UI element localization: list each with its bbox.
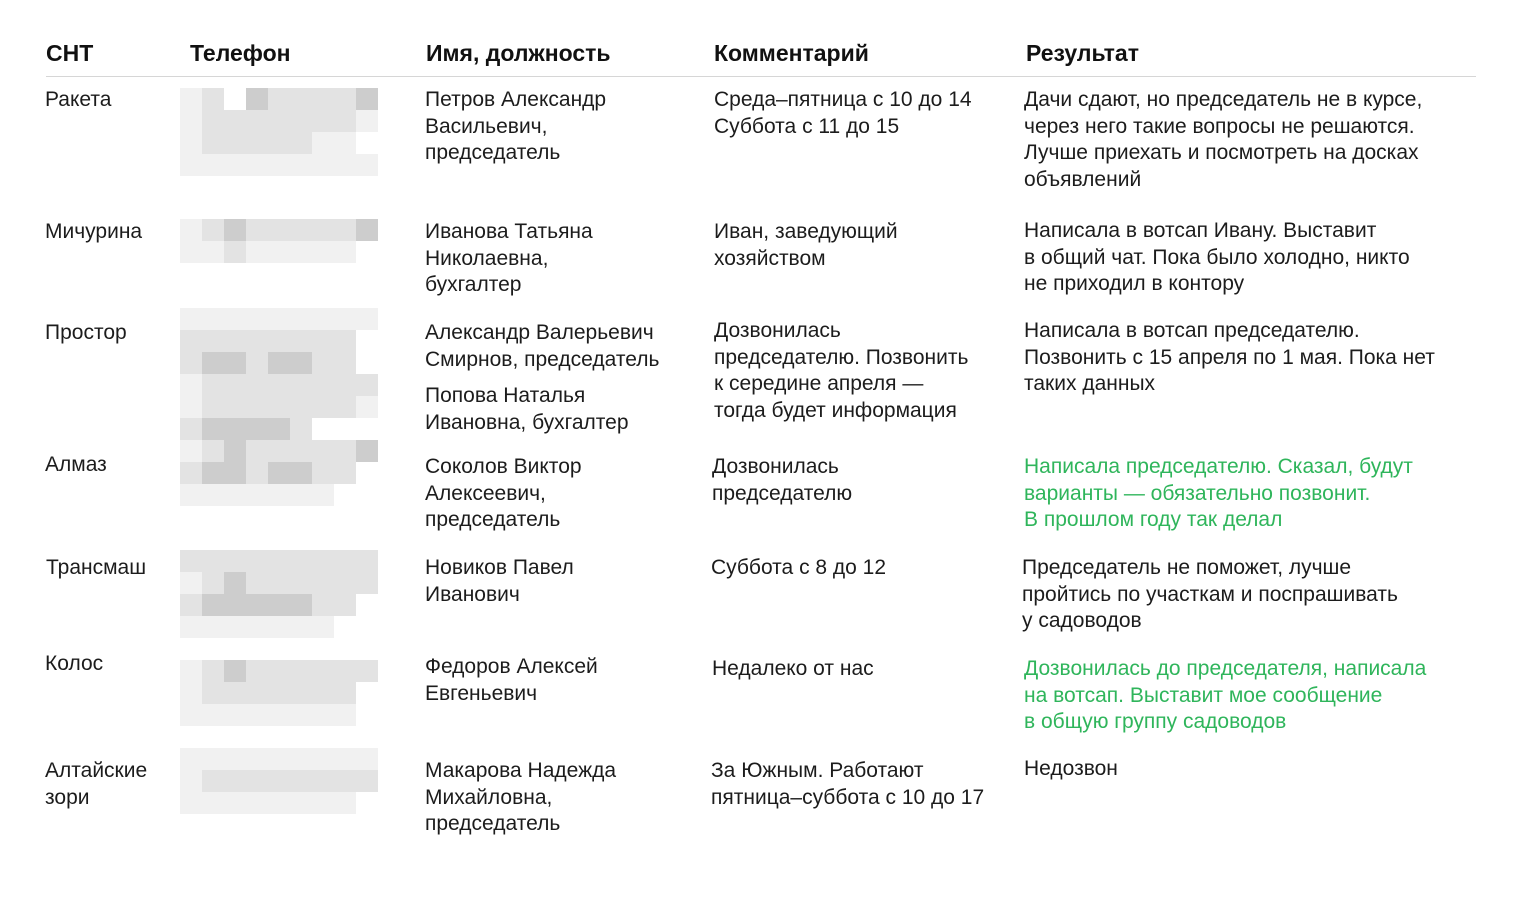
blur-pixel xyxy=(224,330,246,352)
blur-pixel xyxy=(312,308,334,330)
blur-pixel xyxy=(246,154,268,176)
blur-pixel xyxy=(224,792,246,814)
blur-pixel xyxy=(312,132,334,154)
cell-comment: Иван, заведующий хозяйством xyxy=(714,220,898,270)
blur-pixel xyxy=(290,330,312,352)
blur-pixel xyxy=(268,462,290,484)
blur-pixel xyxy=(312,660,334,682)
blur-pixel xyxy=(356,440,378,462)
blur-pixel xyxy=(246,792,268,814)
cell-comment: Дозвонилась председателю xyxy=(712,455,853,505)
cell-comment: Среда–пятница с 10 до 14 Суббота с 11 до 15 xyxy=(714,88,972,138)
blur-pixel xyxy=(202,572,224,594)
blur-pixel xyxy=(312,330,334,352)
blur-pixel xyxy=(268,352,290,374)
blur-pixel xyxy=(180,792,202,814)
blur-pixel xyxy=(180,682,202,704)
blur-pixel xyxy=(356,748,378,770)
phone-blurred xyxy=(180,550,378,638)
blur-pixel xyxy=(356,241,378,263)
blur-pixel xyxy=(356,330,378,352)
blur-pixel xyxy=(334,704,356,726)
blur-pixel xyxy=(290,660,312,682)
blur-pixel xyxy=(224,660,246,682)
blur-pixel xyxy=(202,241,224,263)
blur-pixel xyxy=(202,792,224,814)
blur-pixel xyxy=(268,132,290,154)
blur-pixel xyxy=(180,616,202,638)
blur-pixel xyxy=(334,594,356,616)
blur-pixel xyxy=(356,88,378,110)
cell-name: Иванова Татьяна Николаевна, бухгалтер xyxy=(425,220,593,297)
blur-pixel xyxy=(268,682,290,704)
blur-pixel xyxy=(334,770,356,792)
blur-pixel xyxy=(268,594,290,616)
blur-pixel xyxy=(224,241,246,263)
blur-pixel xyxy=(290,616,312,638)
blur-pixel xyxy=(224,154,246,176)
blur-pixel xyxy=(268,241,290,263)
blur-pixel xyxy=(202,330,224,352)
blur-pixel xyxy=(202,748,224,770)
blur-pixel xyxy=(312,572,334,594)
blur-pixel xyxy=(180,572,202,594)
blur-pixel xyxy=(246,374,268,396)
cell-name: Соколов Виктор Алексеевич, председатель xyxy=(425,455,582,532)
blur-pixel xyxy=(246,484,268,506)
blur-pixel xyxy=(224,704,246,726)
blur-pixel xyxy=(334,550,356,572)
blur-pixel xyxy=(312,418,334,440)
header-name: Имя, должность xyxy=(426,40,611,66)
blur-pixel xyxy=(356,110,378,132)
blur-pixel xyxy=(246,440,268,462)
blur-pixel xyxy=(246,462,268,484)
blur-pixel xyxy=(334,792,356,814)
blur-pixel xyxy=(334,682,356,704)
blur-pixel xyxy=(224,594,246,616)
blur-pixel xyxy=(224,484,246,506)
blur-pixel xyxy=(202,132,224,154)
cell-result: Дачи сдают, но председатель не в курсе, через него такие вопросы не решаются. Лучше приехать и посмотреть на досках объявлений xyxy=(1024,88,1423,192)
blur-pixel xyxy=(290,484,312,506)
cell-snt: Трансмаш xyxy=(46,556,147,579)
blur-pixel xyxy=(334,241,356,263)
blur-pixel xyxy=(312,241,334,263)
blur-pixel xyxy=(224,418,246,440)
blur-pixel xyxy=(334,88,356,110)
blur-pixel xyxy=(246,132,268,154)
blur-pixel xyxy=(356,462,378,484)
cell-result: Написала председателю. Сказал, будут варианты — обязательно позвонит. В прошлом году так делал xyxy=(1024,455,1413,532)
blur-pixel xyxy=(202,440,224,462)
cell-result: Дозвонилась до председателя, написала на вотсап. Выставит мое сообщение в общую группу садоводов xyxy=(1024,657,1427,734)
blur-pixel xyxy=(180,770,202,792)
blur-pixel xyxy=(290,88,312,110)
blur-pixel xyxy=(224,88,246,110)
blur-pixel xyxy=(312,594,334,616)
cell-snt: Колос xyxy=(45,652,104,675)
blur-pixel xyxy=(246,219,268,241)
blur-pixel xyxy=(224,770,246,792)
blur-pixel xyxy=(312,396,334,418)
blur-pixel xyxy=(356,682,378,704)
cell-result: Написала в вотсап Ивану. Выставит в общий чат. Пока было холодно, никто не приходил в контору xyxy=(1024,219,1410,296)
blur-pixel xyxy=(202,110,224,132)
blur-pixel xyxy=(312,748,334,770)
cell-comment: Суббота с 8 до 12 xyxy=(711,556,887,579)
blur-pixel xyxy=(202,484,224,506)
blur-pixel xyxy=(180,440,202,462)
blur-pixel xyxy=(246,418,268,440)
blur-pixel xyxy=(268,792,290,814)
blur-pixel xyxy=(246,704,268,726)
blur-pixel xyxy=(290,704,312,726)
blur-pixel xyxy=(180,154,202,176)
blur-pixel xyxy=(290,396,312,418)
blur-pixel xyxy=(224,572,246,594)
blur-pixel xyxy=(334,110,356,132)
blur-pixel xyxy=(268,484,290,506)
blur-pixel xyxy=(334,462,356,484)
blur-pixel xyxy=(224,616,246,638)
blur-pixel xyxy=(290,462,312,484)
blur-pixel xyxy=(356,660,378,682)
blur-pixel xyxy=(202,704,224,726)
phone-blurred xyxy=(180,440,378,506)
cell-result: Написала в вотсап председателю. Позвонить с 15 апреля по 1 мая. Пока нет таких данных xyxy=(1024,319,1435,396)
blur-pixel xyxy=(268,550,290,572)
blur-pixel xyxy=(180,308,202,330)
blur-pixel xyxy=(246,396,268,418)
blur-pixel xyxy=(356,308,378,330)
blur-pixel xyxy=(224,352,246,374)
blur-pixel xyxy=(268,219,290,241)
blur-pixel xyxy=(180,748,202,770)
blur-pixel xyxy=(246,308,268,330)
blur-pixel xyxy=(334,418,356,440)
blur-pixel xyxy=(202,660,224,682)
blur-pixel xyxy=(180,88,202,110)
blur-pixel xyxy=(202,154,224,176)
blur-pixel xyxy=(312,792,334,814)
blur-pixel xyxy=(356,132,378,154)
blur-pixel xyxy=(180,396,202,418)
blur-pixel xyxy=(268,330,290,352)
header-snt: СНТ xyxy=(46,40,94,66)
blur-pixel xyxy=(202,550,224,572)
blur-pixel xyxy=(202,462,224,484)
blur-pixel xyxy=(224,219,246,241)
blur-pixel xyxy=(180,330,202,352)
blur-pixel xyxy=(202,396,224,418)
blur-pixel xyxy=(268,154,290,176)
blur-pixel xyxy=(334,352,356,374)
blur-pixel xyxy=(180,660,202,682)
blur-pixel xyxy=(224,396,246,418)
cell-comment: За Южным. Работают пятница–суббота с 10 до 17 xyxy=(711,759,985,809)
blur-pixel xyxy=(334,660,356,682)
blur-pixel xyxy=(180,110,202,132)
blur-pixel xyxy=(312,110,334,132)
cell-snt: Ракета xyxy=(45,88,112,111)
blur-pixel xyxy=(356,572,378,594)
blur-pixel xyxy=(224,682,246,704)
blur-pixel xyxy=(202,219,224,241)
blur-pixel xyxy=(312,484,334,506)
cell-comment: Недалеко от нас xyxy=(712,657,874,680)
blur-pixel xyxy=(180,374,202,396)
blur-pixel xyxy=(312,88,334,110)
blur-pixel xyxy=(356,219,378,241)
blur-pixel xyxy=(290,219,312,241)
blur-pixel xyxy=(268,748,290,770)
blur-pixel xyxy=(356,616,378,638)
blur-pixel xyxy=(334,616,356,638)
blur-pixel xyxy=(356,550,378,572)
blur-pixel xyxy=(202,418,224,440)
header-phone: Телефон xyxy=(190,40,291,66)
blur-pixel xyxy=(246,770,268,792)
blur-pixel xyxy=(246,550,268,572)
blur-pixel xyxy=(312,770,334,792)
blur-pixel xyxy=(356,374,378,396)
blur-pixel xyxy=(356,396,378,418)
blur-pixel xyxy=(268,572,290,594)
blur-pixel xyxy=(312,704,334,726)
phone-blurred xyxy=(180,308,378,440)
blur-pixel xyxy=(180,550,202,572)
cell-name: Макарова Надежда Михайловна, председатель xyxy=(425,759,617,836)
blur-pixel xyxy=(290,132,312,154)
blur-pixel xyxy=(268,616,290,638)
blur-pixel xyxy=(202,770,224,792)
blur-pixel xyxy=(312,440,334,462)
blur-pixel xyxy=(290,308,312,330)
blur-pixel xyxy=(312,616,334,638)
blur-pixel xyxy=(224,374,246,396)
blur-pixel xyxy=(290,374,312,396)
blur-pixel xyxy=(224,440,246,462)
blur-pixel xyxy=(268,110,290,132)
blur-pixel xyxy=(224,462,246,484)
blur-pixel xyxy=(268,418,290,440)
phone-blurred xyxy=(180,219,378,263)
blur-pixel xyxy=(356,770,378,792)
blur-pixel xyxy=(290,792,312,814)
cell-comment: Дозвонилась председателю. Позвонить к середине апреля — тогда будет информация xyxy=(714,319,969,423)
blur-pixel xyxy=(334,219,356,241)
blur-pixel xyxy=(202,616,224,638)
cell-name: Новиков Павел Иванович xyxy=(425,556,574,606)
cell-snt: Простор xyxy=(45,321,127,344)
blur-pixel xyxy=(224,550,246,572)
blur-pixel xyxy=(202,308,224,330)
blur-pixel xyxy=(356,594,378,616)
blur-pixel xyxy=(290,110,312,132)
blur-pixel xyxy=(268,440,290,462)
phone-blurred xyxy=(180,660,378,726)
blur-pixel xyxy=(180,704,202,726)
blur-pixel xyxy=(290,241,312,263)
blur-pixel xyxy=(356,484,378,506)
blur-pixel xyxy=(224,748,246,770)
blur-pixel xyxy=(202,352,224,374)
blur-pixel xyxy=(268,660,290,682)
blur-pixel xyxy=(180,132,202,154)
cell-name-secondary: Попова Наталья Ивановна, бухгалтер xyxy=(425,384,629,434)
cell-snt: Алтайские зори xyxy=(45,759,148,809)
blur-pixel xyxy=(312,462,334,484)
blur-pixel xyxy=(246,330,268,352)
blur-pixel xyxy=(334,374,356,396)
blur-pixel xyxy=(180,594,202,616)
blur-pixel xyxy=(202,594,224,616)
blur-pixel xyxy=(290,154,312,176)
blur-pixel xyxy=(246,594,268,616)
blur-pixel xyxy=(268,396,290,418)
blur-pixel xyxy=(334,484,356,506)
blur-pixel xyxy=(290,572,312,594)
cell-name: Петров Александр Васильевич, председатель xyxy=(425,88,607,165)
header-comment: Комментарий xyxy=(714,40,869,66)
blur-pixel xyxy=(290,550,312,572)
blur-pixel xyxy=(268,770,290,792)
blur-pixel xyxy=(290,682,312,704)
cell-snt: Мичурина xyxy=(45,220,143,243)
phone-blurred xyxy=(180,748,378,814)
blur-pixel xyxy=(334,572,356,594)
blur-pixel xyxy=(180,418,202,440)
cell-name: Александр Валерьевич Смирнов, председатель xyxy=(425,321,660,371)
blur-pixel xyxy=(246,352,268,374)
blur-pixel xyxy=(224,308,246,330)
blur-pixel xyxy=(334,154,356,176)
blur-pixel xyxy=(334,308,356,330)
blur-pixel xyxy=(180,352,202,374)
blur-pixel xyxy=(180,219,202,241)
blur-pixel xyxy=(246,660,268,682)
blur-pixel xyxy=(312,352,334,374)
blur-pixel xyxy=(290,594,312,616)
blur-pixel xyxy=(334,396,356,418)
blur-pixel xyxy=(246,110,268,132)
phone-blurred xyxy=(180,88,378,176)
blur-pixel xyxy=(224,132,246,154)
cell-result: Недозвон xyxy=(1024,757,1118,780)
blur-pixel xyxy=(202,682,224,704)
blur-pixel xyxy=(268,88,290,110)
blur-pixel xyxy=(246,616,268,638)
blur-pixel xyxy=(290,770,312,792)
blur-pixel xyxy=(246,682,268,704)
blur-pixel xyxy=(290,440,312,462)
blur-pixel xyxy=(290,352,312,374)
blur-pixel xyxy=(268,374,290,396)
cell-name: Федоров Алексей Евгеньевич xyxy=(425,655,598,705)
blur-pixel xyxy=(356,792,378,814)
blur-pixel xyxy=(268,704,290,726)
blur-pixel xyxy=(334,440,356,462)
blur-pixel xyxy=(246,88,268,110)
blur-pixel xyxy=(312,550,334,572)
cell-result: Председатель не поможет, лучше пройтись по участкам и поспрашивать у садоводов xyxy=(1022,556,1398,633)
blur-pixel xyxy=(312,682,334,704)
blur-pixel xyxy=(224,110,246,132)
blur-pixel xyxy=(334,132,356,154)
blur-pixel xyxy=(202,374,224,396)
blur-pixel xyxy=(312,374,334,396)
blur-pixel xyxy=(180,462,202,484)
blur-pixel xyxy=(268,308,290,330)
blur-pixel xyxy=(290,418,312,440)
blur-pixel xyxy=(312,219,334,241)
blur-pixel xyxy=(246,572,268,594)
blur-pixel xyxy=(202,88,224,110)
blur-pixel xyxy=(180,484,202,506)
blur-pixel xyxy=(334,748,356,770)
cell-snt: Алмаз xyxy=(45,453,107,476)
blur-pixel xyxy=(356,352,378,374)
blur-pixel xyxy=(356,154,378,176)
blur-pixel xyxy=(180,241,202,263)
blur-pixel xyxy=(312,154,334,176)
header-result: Результат xyxy=(1026,40,1139,66)
blur-pixel xyxy=(334,330,356,352)
blur-pixel xyxy=(290,748,312,770)
blur-pixel xyxy=(356,418,378,440)
blur-pixel xyxy=(356,704,378,726)
blur-pixel xyxy=(246,748,268,770)
header-divider xyxy=(46,76,1476,77)
blur-pixel xyxy=(246,241,268,263)
